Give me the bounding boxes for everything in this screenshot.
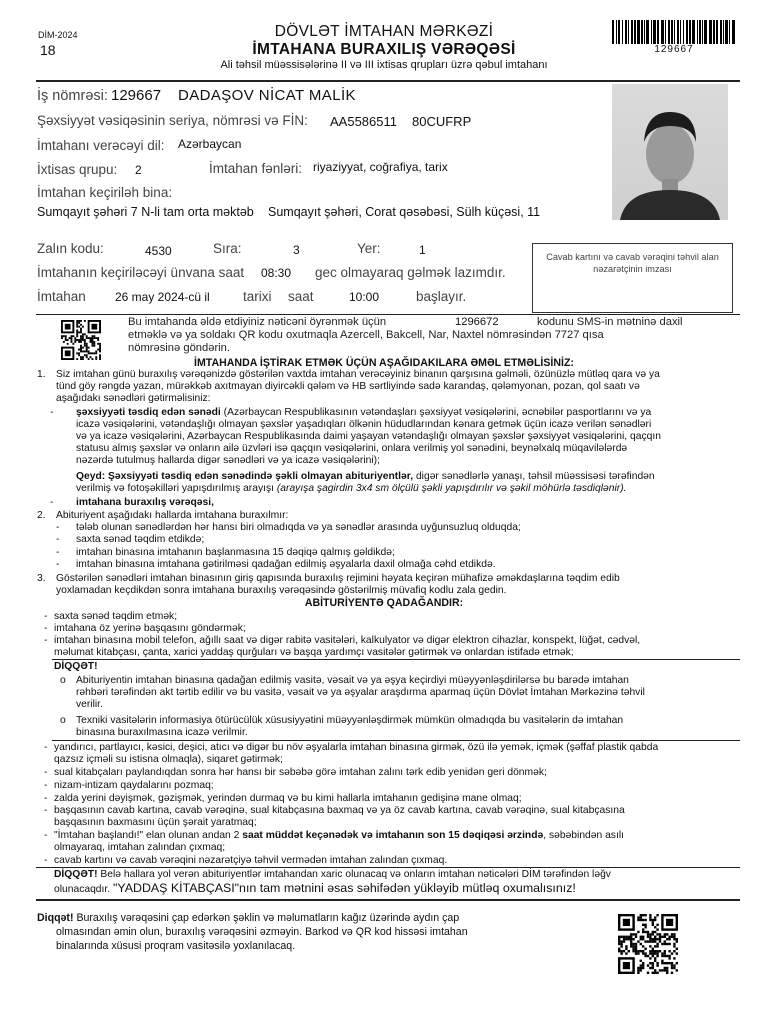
- signature-box: [532, 243, 733, 313]
- sms-text-b: kodunu SMS-in mətninə daxil: [537, 316, 683, 328]
- sms-line-1: [128, 316, 386, 328]
- doc-title: şəxsiyyəti təsdiq edən sənədi: [76, 407, 221, 418]
- final-bottom-line: [36, 899, 740, 901]
- building-address: Sumqayıt şəhəri, Corat qəsəbəsi, Sülh küçəsi, 11: [268, 205, 541, 219]
- prohibited-title: ABİTURİYENTƏ QADAĞANDIR:: [304, 597, 464, 609]
- seat-value: 1: [419, 243, 426, 257]
- rules-title: İMTAHANDA İŞTİRAK ETMƏK ÜÇÜN AŞAĞIDAKILARA ƏMƏL ETMƏLİSİNİZ:: [194, 357, 574, 369]
- footer-line-3: binalarında xüsusi proqram vasitəsilə yoxlanılacaq.: [56, 940, 296, 952]
- started-line-2: olmayaraq, imtahan zalından çıxmaq;: [54, 842, 226, 853]
- prohibited-more: sual kitabçaları paylandıqdan sonra hər hansı bir səbəbə görə imtahan zalını tərk edib yenidən geri dönmək;: [54, 767, 547, 778]
- arrive-time: 08:30: [261, 266, 292, 280]
- rule-2-item: saxta sənəd təqdim etdikdə;: [76, 534, 205, 545]
- rule-2-title: Abituriyent aşağıdakı hallarda imtahana buraxılmır:: [56, 510, 289, 521]
- circle-bullet: o: [60, 675, 66, 686]
- prohibited-last: cavab kartını və cavab vərəqini nəzarətçiyə təhvil vermədən imtahan zalından çıxmaq.: [54, 855, 448, 866]
- doc-code: DİM-2024: [38, 30, 78, 40]
- diqqet-top-line: [52, 659, 740, 660]
- rule-1-line-2: tünd göy rəngdə yazan, mürəkkəb axıtmayan diyircəkli qələm və HB sərtliyində sadə karandaş, qələmyonan, pozan, qol saatı və: [56, 381, 640, 392]
- started-bold: saat müddət keçənədək və imtahanın son 15 dəqiqəsi ərzində: [242, 830, 544, 841]
- diqqet-3-big: "YADDAŞ KİTABÇASI"nın tam mətnini əsas səhifədən yükləyib mütləq oxumalısınız!: [112, 881, 576, 895]
- org-name: DÖVLƏT İMTAHAN MƏRKƏZİ: [274, 23, 494, 40]
- doc-line-5: nəzərdə tutulmuş hallarda digər sənədləri və ya icazə vəsiqələrini);: [76, 455, 380, 466]
- id-series: AA5586511: [330, 114, 397, 129]
- started-line: [54, 830, 624, 842]
- prohibited-more: nizam-intizam qaydalarını pozmaq;: [54, 780, 214, 791]
- date-word: tarixi: [243, 289, 272, 304]
- rule-1-line-1: Siz imtahan günü buraxılış vərəqənizdə göstərilən vaxtda imtahan verəcəyiniz binanın qarşısına gəlməli, özünüzlə mütləq qara və ya: [56, 369, 660, 380]
- sms-line-2: etməklə və ya soldakı QR kodu oxutmaqla Azercell, Bakcell, Nar, Naxtel nömrəsindən 7727 qısa: [128, 329, 604, 341]
- doc-line-1-text: (Azərbaycan Respublikasının vətəndaşları şəxsiyyət vəsiqələrini, əcnəbilər pasportlarını və ya: [223, 407, 652, 418]
- seat-label: Yer:: [357, 241, 381, 256]
- bullet: -: [44, 855, 48, 866]
- diqqet-3-line-1: [54, 869, 611, 881]
- exam-subtitle: Ali təhsil müəssisələrinə II və III ixtisas qrupları üzrə qəbul imtahanı: [220, 59, 548, 71]
- prohibited-item: imtahan binasına mobil telefon, ağıllı saat və digər rabitə vasitələri, kalkulyator və digər elektron cihazlar, konspekt, lüğət, cədvəl,: [54, 635, 641, 646]
- bullet: -: [44, 780, 48, 791]
- bullet: -: [56, 547, 60, 558]
- prohibited-more-cont: başqasının baxmasını üçün şərait yaratmaq;: [54, 817, 257, 828]
- group-value: 2: [135, 163, 142, 177]
- bullet: -: [44, 611, 48, 622]
- diqqet-1-line-1: Abituriyentin imtahan binasına qadağan edilmiş vasitə, vəsait və ya əşya keçirdiyi müəyyənləşdirilərsə bu barədə imtahan: [76, 675, 629, 686]
- bullet: -: [44, 635, 48, 646]
- diqqet-3-line-2-a: olunacaqdır.: [54, 884, 111, 895]
- group-label: İxtisas qrupu:: [37, 162, 118, 177]
- diqqet-1-line-3: verilir.: [76, 699, 103, 710]
- diqqet-label-1: DİQQƏT!: [54, 661, 98, 672]
- rule-3-number: 3.: [37, 573, 46, 584]
- doc-line-4: statusu almış şəxslər və onların ailə üzvləri isə qaçqın vəsiqələrini, onlara verilmiş yol sənədini, beynəlxalq müqavilələrdə: [76, 443, 628, 454]
- pass-item: imtahana buraxılış vərəqəsi,: [76, 497, 214, 508]
- arrive-prefix: İmtahanın keçiriləcəyi ünvana saat: [37, 265, 245, 280]
- bullet: -: [44, 805, 48, 816]
- hall-code: 4530: [145, 244, 172, 258]
- footer-qr-code: [618, 914, 678, 974]
- prohibited-item: imtahana öz yerinə başqasını göndərmək;: [54, 623, 246, 634]
- doc-line-1: [76, 407, 651, 419]
- signature-box-label: Cavab kartını və cavab vərəqini təhvil alan nəzarətçinin imzası: [546, 252, 719, 274]
- qeyd-title: Qeyd: Şəxsiyyəti təsdiq edən sənədində şəkli olmayan abituriyentlər,: [76, 471, 414, 482]
- diqqet-1-line-2: rəhbəri tərəfindən akt tərtib edilir və bu vasitə, vəsait və ya əşyalar araşdırma aparmaq üçün Dövlət İmtahan Mərkəzinə təhvil: [76, 687, 645, 698]
- rule-2-item: tələb olunan sənədlərdən hər hansı biri olmadıqda və ya sənədlər arasında uyğunsuzluq olduqda;: [76, 522, 521, 533]
- rule-1-line-3: aşağıdakı sənədləri gətirməlisiniz:: [56, 393, 211, 404]
- building-value: Sumqayıt şəhəri 7 N-li tam orta məktəb: [37, 205, 254, 219]
- job-number: 129667: [111, 87, 162, 104]
- circle-bullet: o: [60, 715, 66, 726]
- qeyd-line-1: [76, 471, 655, 483]
- subjects-value: riyaziyyat, coğrafiya, tarix: [313, 160, 448, 174]
- exam-time: 10:00: [349, 290, 380, 304]
- diqqet-label-2: DİQQƏT!: [54, 869, 98, 880]
- rule-2-number: 2.: [37, 510, 46, 521]
- qeyd-line-2: [76, 483, 627, 495]
- job-label: İş nömrəsi:: [37, 88, 108, 104]
- rule-2-item: imtahan binasına imtahana gətirilməsi qadağan edilmiş əşyalarla daxil olmağa cəhd etdikdə.: [76, 559, 496, 570]
- fields-divider: [36, 314, 740, 315]
- bullet: -: [56, 534, 60, 545]
- candidate-photo: [612, 84, 728, 220]
- prohibited-more: yandırıcı, partlayıcı, kəsici, deşici, atıcı və digər bu növ əşyalarla imtahan binasına girmək, özü ilə yemək, içmək (şəffaf plastik qabda: [54, 742, 659, 753]
- diqqet-2-line-1: Texniki vasitələrin informasiya ötürücülük xüsusiyyətini müəyyənləşdirmək mümkün olmadıqda bu vasitələrin də imtahan: [76, 715, 624, 726]
- id-label: Şəxsiyyət vəsiqəsinin seriya, nömrəsi və FİN:: [37, 113, 308, 128]
- started-a: "İmtahan başlandı!" elan olunan andan 2: [54, 830, 240, 841]
- prohibited-more-cont: qazsız içməli su istisna olmaqla), siqaret gətirmək;: [54, 754, 283, 765]
- hour-word: saat: [288, 289, 314, 304]
- language-value: Azərbaycan: [178, 137, 242, 151]
- prohibited-item: saxta sənəd təqdim etmək;: [54, 611, 178, 622]
- arrive-suffix: gec olmayaraq gəlmək lazımdır.: [315, 265, 506, 280]
- diqqet-3-text: Belə hallara yol verən abituriyentlər imtahandan xaric olunacaq və onların imtahan nəticələri DİM tərəfindən ləğv: [100, 869, 611, 880]
- qeyd-line-2-b: (arayışa şagirdin 3x4 sm ölçülü şəkli yapışdırılır və şəkil möhürlə təsdiqlənir).: [276, 483, 627, 494]
- exam-date: 26 may 2024-cü il: [115, 290, 210, 304]
- document-title: İMTAHANA BURAXILIŞ VƏRƏQƏSİ: [252, 41, 516, 58]
- bullet: -: [44, 767, 48, 778]
- rule-1-number: 1.: [37, 369, 46, 380]
- hall-label: Zalın kodu:: [37, 241, 104, 256]
- bullet: -: [44, 793, 48, 804]
- sms-code: 1296672: [455, 316, 499, 328]
- diqqet-3-line-2: [54, 882, 576, 896]
- doc-number: 18: [40, 42, 56, 58]
- qeyd-line-2-a: verilmiş və fotoşəkilləri yapışdırılmış arayışı: [76, 483, 274, 494]
- started-c: , səbəbindən asılı: [543, 830, 624, 841]
- doc-line-3: və ya icazə vəsiqələrini, Azərbaycan Respublikasında daimi yaşayan vətəndaşlığı olmayan şəxslər şəxsiyyət vəsiqələrini, qaçqın: [76, 431, 661, 442]
- diqqet-bottom-line: [52, 740, 740, 741]
- rule-3-line-1: Göstərilən sənədləri imtahan binasının giriş qapısında buraxılış rejimini həyata keçirən mühafizə əməkdaşlarına təqdim edib: [56, 573, 620, 584]
- footer-line-2: olmasından əmin olun, buraxılış vərəqəsini əzməyin. Barkod və QR kod hissəsi imtahan: [56, 926, 468, 938]
- bullet: -: [44, 830, 48, 841]
- footer-label: Diqqət!: [37, 912, 74, 924]
- sms-text-a: Bu imtahanda əldə etdiyiniz nəticəni öyrənmək üçün: [128, 316, 387, 328]
- building-label: İmtahan keçiriləh bina:: [37, 185, 173, 200]
- footer-text-1: Buraxılış vərəqəsini çap edərkən şəklin və məlumatların kağız üzərində aydın çap: [76, 912, 460, 924]
- candidate-name: DADAŞOV NİCAT MALİK: [178, 87, 356, 104]
- bullet: -: [50, 407, 54, 418]
- row-label: Sıra:: [213, 241, 242, 256]
- barcode-number: 129667: [654, 44, 694, 55]
- diqqet-2-line-2: binasına buraxılmasına icazə verilmir.: [76, 727, 248, 738]
- bullet: -: [44, 623, 48, 634]
- barcode: [612, 20, 736, 44]
- prohibited-more: başqasının cavab kartına, cavab vərəqinə, sual kitabçasına baxmaq və ya öz cavab kartına, cavab vərəqinə, sual kitabçasına: [54, 805, 625, 816]
- prohibited-item-cont: məlumat kitabçası, çanta, xarici yaddaş qurğuları və başqa yardımçı vasitələr gətirmək və onlardan istifadə etmək;: [54, 647, 574, 658]
- doc-line-2: icazə vəsiqələrini, vətəndaşlığı olmayan şəxslər yaşadıqları ölkənin hüdudlarından kənara getmək üçün icazə verilən sənədləri: [76, 419, 652, 430]
- bullet: -: [56, 559, 60, 570]
- final-top-line: [36, 867, 740, 868]
- prohibited-more: zalda yerini dəyişmək, gəzişmək, yerindən durmaq və bu kimi hallarla imtahanın gedişinə mane olmaq;: [54, 793, 522, 804]
- fin-code: 80CUFRP: [412, 114, 472, 129]
- bullet: -: [44, 742, 48, 753]
- bullet: -: [56, 522, 60, 533]
- exam-label: İmtahan: [37, 289, 86, 304]
- header-divider: [36, 80, 740, 82]
- subjects-label: İmtahan fənləri:: [209, 161, 303, 176]
- start-word: başlayır.: [416, 289, 467, 304]
- sms-line-3: nömrəsinə göndərin.: [128, 342, 230, 354]
- footer-line-1: [37, 912, 459, 924]
- qeyd-line-1-text: digər sənədlərlə yanaşı, təhsil müəssisəsi tərəfindən: [415, 471, 655, 482]
- language-label: İmtahanı verəcəyi dil:: [37, 138, 165, 153]
- row-value: 3: [293, 243, 300, 257]
- rule-3-line-2: yoxlamadan keçdikdən sonra imtahana buraxılış vərəqəsində göstərilmiş müvafiq kodlu zala gedin.: [56, 585, 507, 596]
- bullet: -: [50, 497, 54, 508]
- result-qr-code: [61, 320, 101, 360]
- rule-2-item: imtahan binasına imtahanın başlanmasına 15 dəqiqə qalmış gəldikdə;: [76, 547, 395, 558]
